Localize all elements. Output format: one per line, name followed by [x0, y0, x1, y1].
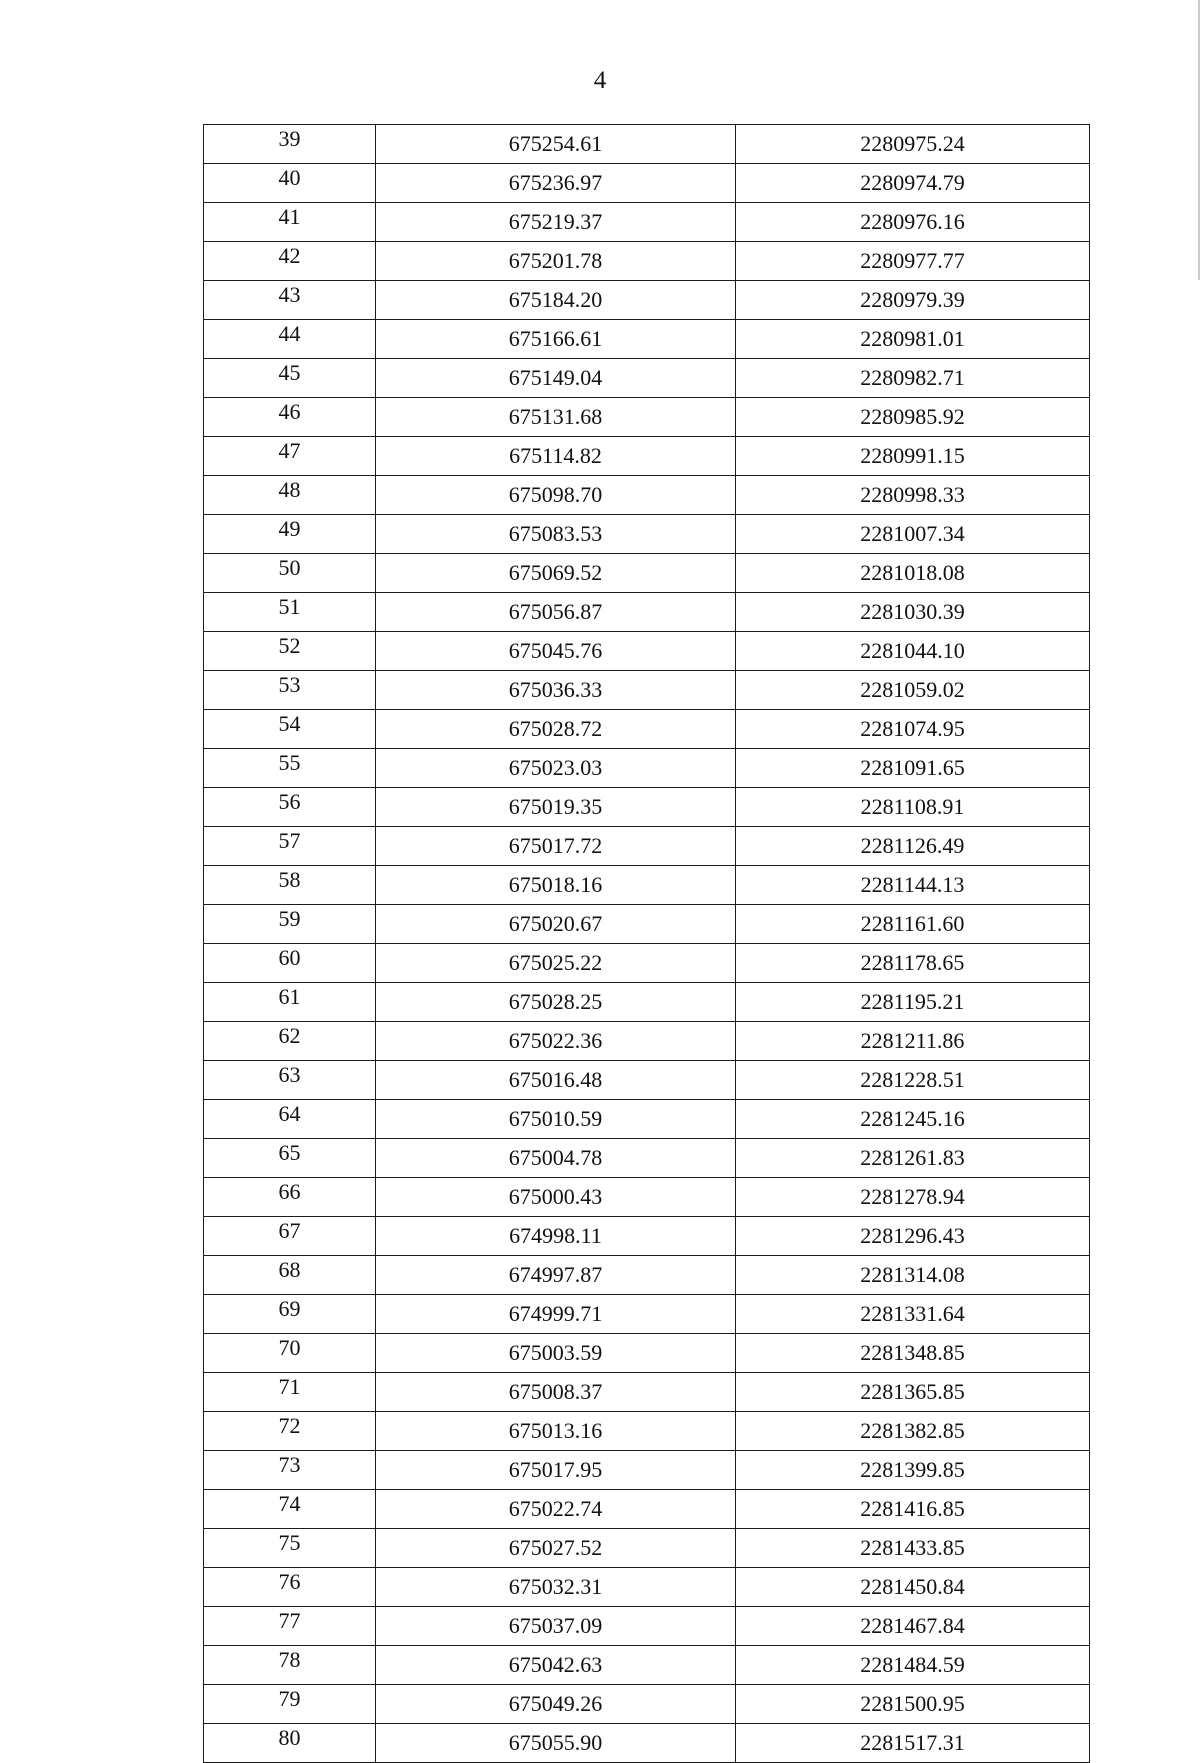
point-number-cell: 61 — [204, 983, 376, 1022]
table-row — [204, 1295, 1090, 1334]
x-coordinate-cell: 675017.95 — [376, 1451, 736, 1490]
table-row — [204, 944, 1090, 983]
y-coordinate-cell: 2281484.59 — [736, 1646, 1090, 1685]
x-coordinate-cell: 675008.37 — [376, 1373, 736, 1412]
x-coordinate-cell: 675025.22 — [376, 944, 736, 983]
y-coordinate-cell: 2281108.91 — [736, 788, 1090, 827]
y-coordinate-cell: 2281296.43 — [736, 1217, 1090, 1256]
x-coordinate-cell: 675166.61 — [376, 320, 736, 359]
x-coordinate-cell: 675010.59 — [376, 1100, 736, 1139]
point-number-cell: 76 — [204, 1568, 376, 1607]
x-coordinate-cell: 675019.35 — [376, 788, 736, 827]
y-coordinate-cell: 2280974.79 — [736, 164, 1090, 203]
x-coordinate-cell: 675013.16 — [376, 1412, 736, 1451]
y-coordinate-cell: 2280975.24 — [736, 125, 1090, 164]
x-coordinate-cell: 675018.16 — [376, 866, 736, 905]
point-number-cell: 49 — [204, 515, 376, 554]
y-coordinate-cell: 2280991.15 — [736, 437, 1090, 476]
table-row — [204, 1724, 1090, 1763]
y-coordinate-cell: 2281517.31 — [736, 1724, 1090, 1763]
y-coordinate-cell: 2280976.16 — [736, 203, 1090, 242]
table-row — [204, 203, 1090, 242]
table-row — [204, 788, 1090, 827]
y-coordinate-cell: 2281433.85 — [736, 1529, 1090, 1568]
x-coordinate-cell: 675049.26 — [376, 1685, 736, 1724]
table-row — [204, 1139, 1090, 1178]
x-coordinate-cell: 674999.71 — [376, 1295, 736, 1334]
y-coordinate-cell: 2280979.39 — [736, 281, 1090, 320]
table-row — [204, 1217, 1090, 1256]
table-row — [204, 1607, 1090, 1646]
point-number-cell: 56 — [204, 788, 376, 827]
point-number-cell: 74 — [204, 1490, 376, 1529]
x-coordinate-cell: 675022.74 — [376, 1490, 736, 1529]
x-coordinate-cell: 675055.90 — [376, 1724, 736, 1763]
point-number-cell: 67 — [204, 1217, 376, 1256]
x-coordinate-cell: 675023.03 — [376, 749, 736, 788]
page-number: 4 — [593, 67, 607, 94]
table-row — [204, 1256, 1090, 1295]
point-number-cell: 58 — [204, 866, 376, 905]
point-number-cell: 53 — [204, 671, 376, 710]
x-coordinate-cell: 675027.52 — [376, 1529, 736, 1568]
y-coordinate-cell: 2281091.65 — [736, 749, 1090, 788]
y-coordinate-cell: 2280998.33 — [736, 476, 1090, 515]
point-number-cell: 54 — [204, 710, 376, 749]
table-row — [204, 632, 1090, 671]
point-number-cell: 42 — [204, 242, 376, 281]
table-row — [204, 866, 1090, 905]
point-number-cell: 59 — [204, 905, 376, 944]
x-coordinate-cell: 675045.76 — [376, 632, 736, 671]
point-number-cell: 57 — [204, 827, 376, 866]
x-coordinate-cell: 675149.04 — [376, 359, 736, 398]
point-number-cell: 60 — [204, 944, 376, 983]
point-number-cell: 51 — [204, 593, 376, 632]
table-row — [204, 1646, 1090, 1685]
table-row — [204, 437, 1090, 476]
table-row — [204, 125, 1090, 164]
y-coordinate-cell: 2281399.85 — [736, 1451, 1090, 1490]
table-row — [204, 905, 1090, 944]
point-number-cell: 40 — [204, 164, 376, 203]
x-coordinate-cell: 675036.33 — [376, 671, 736, 710]
x-coordinate-cell: 675131.68 — [376, 398, 736, 437]
x-coordinate-cell: 675000.43 — [376, 1178, 736, 1217]
table-row — [204, 242, 1090, 281]
point-number-cell: 66 — [204, 1178, 376, 1217]
table-row — [204, 749, 1090, 788]
y-coordinate-cell: 2281018.08 — [736, 554, 1090, 593]
y-coordinate-cell: 2281211.86 — [736, 1022, 1090, 1061]
point-number-cell: 70 — [204, 1334, 376, 1373]
x-coordinate-cell: 675201.78 — [376, 242, 736, 281]
y-coordinate-cell: 2281074.95 — [736, 710, 1090, 749]
table-row — [204, 515, 1090, 554]
y-coordinate-cell: 2281500.95 — [736, 1685, 1090, 1724]
point-number-cell: 72 — [204, 1412, 376, 1451]
point-number-cell: 62 — [204, 1022, 376, 1061]
point-number-cell: 41 — [204, 203, 376, 242]
x-coordinate-cell: 675056.87 — [376, 593, 736, 632]
x-coordinate-cell: 675236.97 — [376, 164, 736, 203]
point-number-cell: 45 — [204, 359, 376, 398]
y-coordinate-cell: 2280982.71 — [736, 359, 1090, 398]
x-coordinate-cell: 675020.67 — [376, 905, 736, 944]
x-coordinate-cell: 675032.31 — [376, 1568, 736, 1607]
x-coordinate-cell: 675042.63 — [376, 1646, 736, 1685]
y-coordinate-cell: 2281261.83 — [736, 1139, 1090, 1178]
point-number-cell: 64 — [204, 1100, 376, 1139]
table-row — [204, 827, 1090, 866]
table-row — [204, 1022, 1090, 1061]
y-coordinate-cell: 2281044.10 — [736, 632, 1090, 671]
y-coordinate-cell: 2280985.92 — [736, 398, 1090, 437]
y-coordinate-cell: 2281059.02 — [736, 671, 1090, 710]
point-number-cell: 63 — [204, 1061, 376, 1100]
point-number-cell: 65 — [204, 1139, 376, 1178]
table-row — [204, 1100, 1090, 1139]
x-coordinate-cell: 675219.37 — [376, 203, 736, 242]
point-number-cell: 78 — [204, 1646, 376, 1685]
y-coordinate-cell: 2281245.16 — [736, 1100, 1090, 1139]
point-number-cell: 46 — [204, 398, 376, 437]
table-row — [204, 1568, 1090, 1607]
table-row — [204, 1061, 1090, 1100]
table-row — [204, 359, 1090, 398]
point-number-cell: 69 — [204, 1295, 376, 1334]
table-row — [204, 710, 1090, 749]
x-coordinate-cell: 675004.78 — [376, 1139, 736, 1178]
y-coordinate-cell: 2281314.08 — [736, 1256, 1090, 1295]
point-number-cell: 39 — [204, 125, 376, 164]
coordinate-table — [203, 124, 1090, 1763]
point-number-cell: 55 — [204, 749, 376, 788]
y-coordinate-cell: 2281382.85 — [736, 1412, 1090, 1451]
y-coordinate-cell: 2281365.85 — [736, 1373, 1090, 1412]
x-coordinate-cell: 675069.52 — [376, 554, 736, 593]
point-number-cell: 79 — [204, 1685, 376, 1724]
table-row — [204, 671, 1090, 710]
x-coordinate-cell: 675098.70 — [376, 476, 736, 515]
table-row — [204, 164, 1090, 203]
table-row — [204, 476, 1090, 515]
point-number-cell: 52 — [204, 632, 376, 671]
point-number-cell: 44 — [204, 320, 376, 359]
table-row — [204, 1178, 1090, 1217]
y-coordinate-cell: 2281144.13 — [736, 866, 1090, 905]
y-coordinate-cell: 2281416.85 — [736, 1490, 1090, 1529]
x-coordinate-cell: 675003.59 — [376, 1334, 736, 1373]
coordinate-table-body — [204, 125, 1090, 1763]
y-coordinate-cell: 2281007.34 — [736, 515, 1090, 554]
table-row — [204, 1412, 1090, 1451]
x-coordinate-cell: 675017.72 — [376, 827, 736, 866]
point-number-cell: 80 — [204, 1724, 376, 1763]
table-row — [204, 320, 1090, 359]
point-number-cell: 48 — [204, 476, 376, 515]
x-coordinate-cell: 674997.87 — [376, 1256, 736, 1295]
x-coordinate-cell: 675028.25 — [376, 983, 736, 1022]
y-coordinate-cell: 2281195.21 — [736, 983, 1090, 1022]
table-row — [204, 1490, 1090, 1529]
table-row — [204, 1685, 1090, 1724]
y-coordinate-cell: 2281467.84 — [736, 1607, 1090, 1646]
y-coordinate-cell: 2280977.77 — [736, 242, 1090, 281]
table-row — [204, 1334, 1090, 1373]
point-number-cell: 77 — [204, 1607, 376, 1646]
y-coordinate-cell: 2281178.65 — [736, 944, 1090, 983]
y-coordinate-cell: 2281030.39 — [736, 593, 1090, 632]
point-number-cell: 71 — [204, 1373, 376, 1412]
x-coordinate-cell: 675184.20 — [376, 281, 736, 320]
table-row — [204, 1451, 1090, 1490]
table-row — [204, 398, 1090, 437]
x-coordinate-cell: 675022.36 — [376, 1022, 736, 1061]
x-coordinate-cell: 674998.11 — [376, 1217, 736, 1256]
y-coordinate-cell: 2280981.01 — [736, 320, 1090, 359]
x-coordinate-cell: 675028.72 — [376, 710, 736, 749]
y-coordinate-cell: 2281126.49 — [736, 827, 1090, 866]
table-row — [204, 1529, 1090, 1568]
table-row — [204, 554, 1090, 593]
point-number-cell: 50 — [204, 554, 376, 593]
point-number-cell: 43 — [204, 281, 376, 320]
point-number-cell: 73 — [204, 1451, 376, 1490]
table-row — [204, 281, 1090, 320]
y-coordinate-cell: 2281348.85 — [736, 1334, 1090, 1373]
y-coordinate-cell: 2281228.51 — [736, 1061, 1090, 1100]
x-coordinate-cell: 675114.82 — [376, 437, 736, 476]
y-coordinate-cell: 2281331.64 — [736, 1295, 1090, 1334]
point-number-cell: 68 — [204, 1256, 376, 1295]
x-coordinate-cell: 675016.48 — [376, 1061, 736, 1100]
point-number-cell: 75 — [204, 1529, 376, 1568]
table-row — [204, 593, 1090, 632]
y-coordinate-cell: 2281278.94 — [736, 1178, 1090, 1217]
table-row — [204, 983, 1090, 1022]
x-coordinate-cell: 675037.09 — [376, 1607, 736, 1646]
x-coordinate-cell: 675254.61 — [376, 125, 736, 164]
x-coordinate-cell: 675083.53 — [376, 515, 736, 554]
table-row — [204, 1373, 1090, 1412]
y-coordinate-cell: 2281161.60 — [736, 905, 1090, 944]
point-number-cell: 47 — [204, 437, 376, 476]
y-coordinate-cell: 2281450.84 — [736, 1568, 1090, 1607]
